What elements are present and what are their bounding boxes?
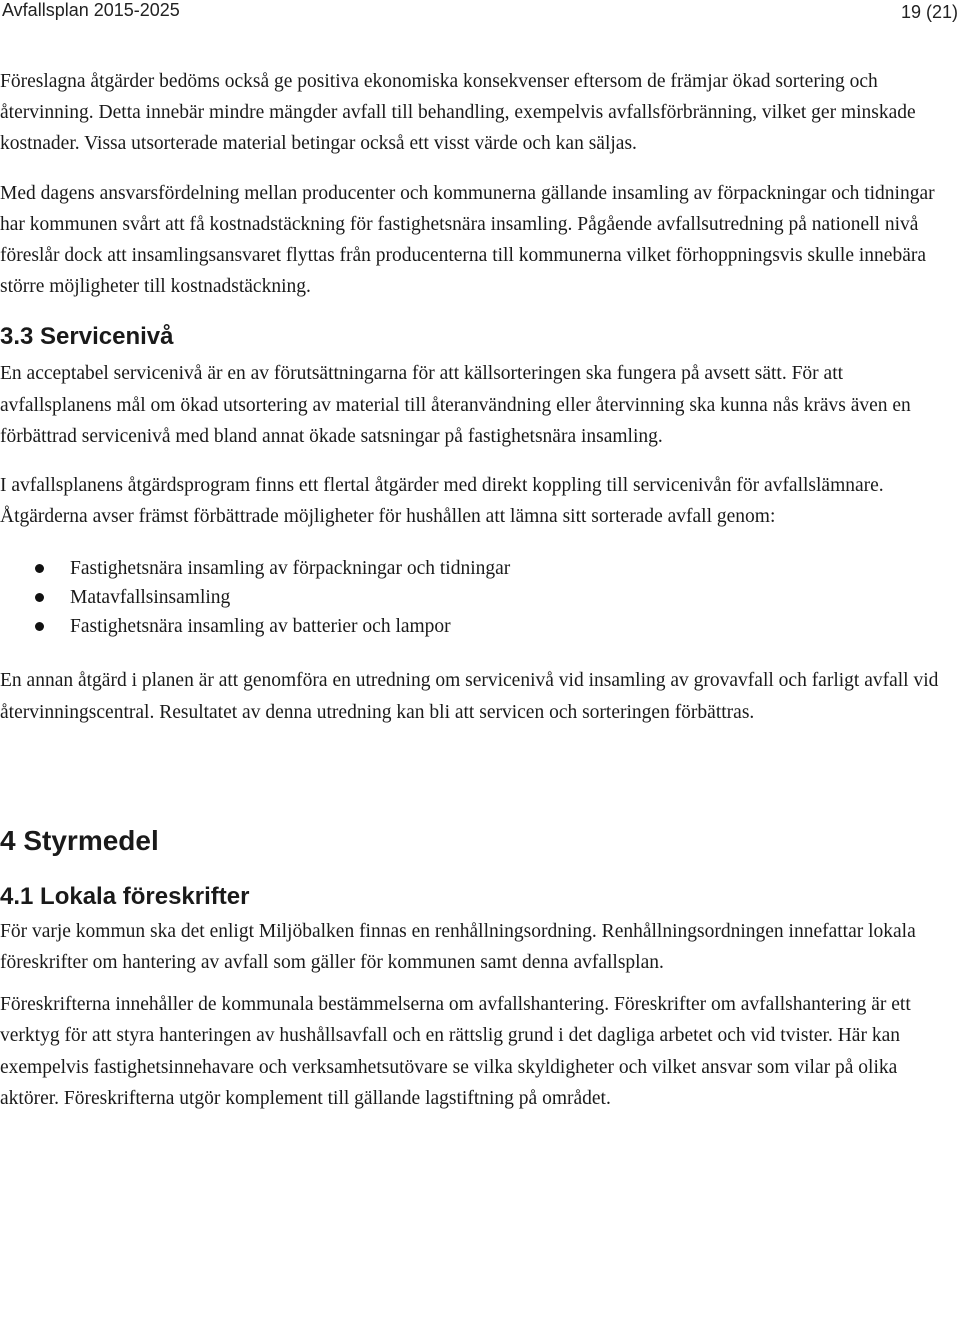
list-item xyxy=(0,583,950,612)
list-item-text: Fastighetsnära insamling av batterier och lampor xyxy=(70,616,451,638)
document-title: Avfallsplan 2015-2025 xyxy=(2,0,180,20)
bullet-list xyxy=(0,554,950,641)
heading-lokala-foreskrifter: 4.1 Lokala föreskrifter xyxy=(0,882,250,910)
paragraph-foreskrifter: Föreskrifterna innehåller de kommunala bestämmelserna om avfallshantering. Föreskrifter om avfallshantering är ett verktyg för att styra hanteringen av hushållsavfall och en rättslig grund i det dagliga arbetet och vid tvister. Här kan exempelvis fastighetsinnehavare och verksamhetsutövare se vilka skyldigheter och vilket ansvar som vilar på olika aktörer. Föreskrifterna utgör komplement till gällande lagstiftning på området. xyxy=(0,994,911,1109)
paragraph-action-program: I avfallsplanens åtgärdsprogram finns ett flertal åtgärder med direkt koppling till servicenivån för avfallslämnare. Åtgärderna avser främst förbättrade möjligheter för hushållen att lämna sitt sorterade avfall genom: xyxy=(0,475,884,528)
heading-styrmedel: 4 Styrmedel xyxy=(0,824,159,856)
paragraph-economic-consequences: Föreslagna åtgärder bedöms också ge positiva ekonomiska konsekvenser eftersom de främjar ökad sortering och återvinning. Detta innebär mindre mängder avfall till behandling, exempelvis avfallsförbränning, vilket ger minskade kostnader. Vissa utsorterade material betingar också ett visst värde och kan säljas. xyxy=(0,71,916,155)
paragraph-responsibility: Med dagens ansvarsfördelning mellan producenter och kommunerna gällande insamling av förpackningar och tidningar har kommunen svårt att få kostnadstäckning för fastighetsnära insamling. Pågående avfallsutredning på nationell nivå föreslår dock att insamlingsansvaret flyttas från producenterna till kommunerna vilket förhoppningsvis skulle innebära större möjligheter till kostnadstäckning. xyxy=(0,182,935,298)
paragraph-service-level: En acceptabel servicenivå är en av förutsättningarna för att källsorteringen ska fungera på avsett sätt. För att avfallsplanens mål om ökad utsortering av material till återanvändning eller återvinning ska kunna nås krävs även en förbättrad servicenivå med bland annat ökade satsningar på fastighetsnära insamling. xyxy=(0,363,911,447)
paragraph-other-action: En annan åtgärd i planen är att genomföra en utredning om servicenivå vid insamling av grovavfall och farligt avfall vid återvinningscentral. Resultatet av denna utredning kan bli att servicen och sorteringen förbättras. xyxy=(0,670,939,723)
document-body xyxy=(0,66,950,1114)
list-item xyxy=(0,612,950,641)
bullet-icon xyxy=(35,622,44,631)
list-item-text: Matavfallsinsamling xyxy=(70,587,231,609)
paragraph-renhallningsordning: För varje kommun ska det enligt Miljöbalken finnas en renhållningsordning. Renhållningsordningen innefattar lokala föreskrifter om hantering av avfall som gäller för kommunen samt denna avfallsplan. xyxy=(0,920,916,974)
bullet-icon xyxy=(35,593,44,602)
page-header xyxy=(0,0,960,30)
list-item-text: Fastighetsnära insamling av förpackningar och tidningar xyxy=(70,558,511,580)
heading-servicenivå: 3.3 Servicenivå xyxy=(0,323,174,351)
list-item xyxy=(0,554,950,583)
page-number: 19 (21) xyxy=(900,2,958,22)
bullet-icon xyxy=(35,564,44,573)
